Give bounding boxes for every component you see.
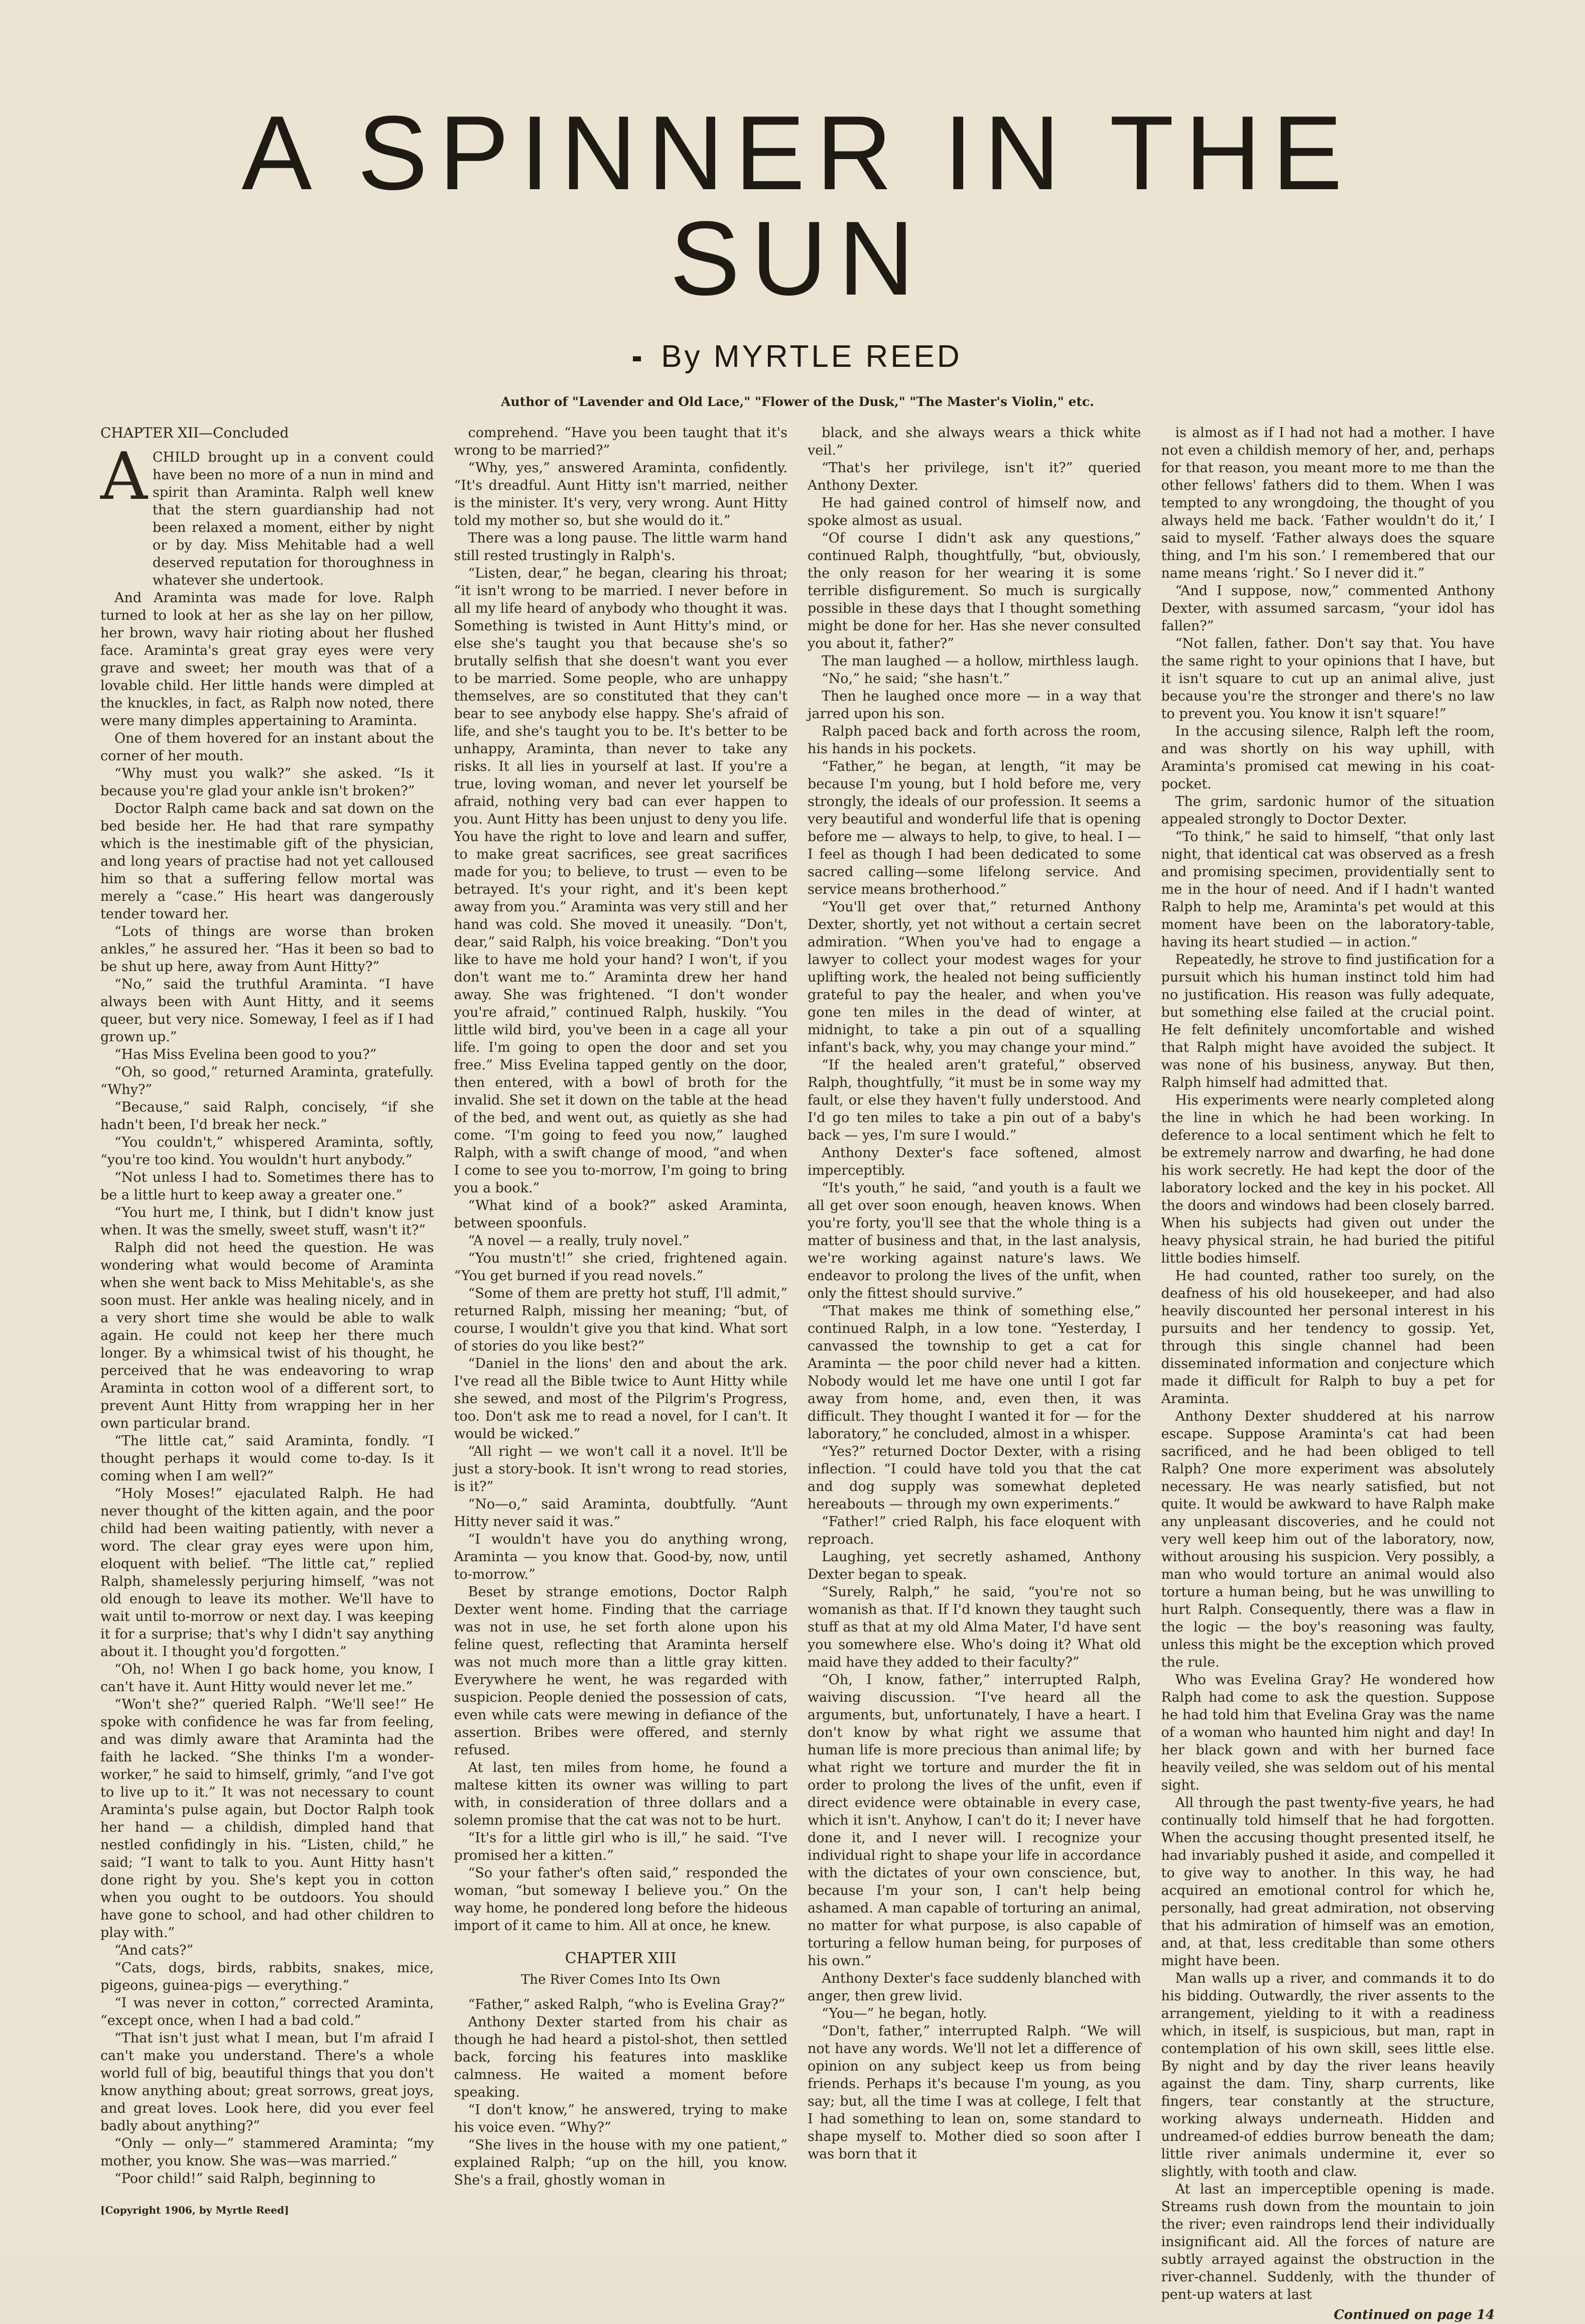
paragraph: “You couldn't,” whispered Araminta, softly, “you're too kind. You wouldn't hurt anybody.” bbox=[100, 1135, 434, 1168]
paragraph: “A novel — a really, truly novel.” bbox=[468, 1233, 690, 1249]
paragraph: “Father,” he began, at length, “it may be because I'm young, but I hold before me, very strongly, the ideals of our profession. It seems a very beautiful and wonderful life that is opening before me — always to help, to give, to heal. I — I feel as though I had been dedicated to some sacred calling—some lifelong service. And service means brotherhood.” bbox=[808, 759, 1141, 897]
column-1 bbox=[100, 424, 434, 2324]
paragraph: “What kind of a book?” asked Araminta, between spoonfuls. bbox=[454, 1198, 787, 1231]
paragraph: “The little cat,” said Araminta, fondly. “I thought perhaps it would come to-day. Is it coming when I am well?” bbox=[100, 1433, 434, 1484]
paragraph: The man laughed — a hollow, mirthless laugh. bbox=[822, 653, 1139, 669]
paragraph: Repeatedly, he strove to find justification for a pursuit which his human instinct told him had no justification. His reason was fully adequate, but something else failed at the crucial point. He felt definitely uncomfortable and wished that Ralph might have avoided the subject. It was none of his business, anyway. But then, Ralph himself had admitted that. bbox=[1161, 952, 1495, 1090]
paragraph: He had counted, rather too surely, on the deafness of his old housekeeper, and had also heavily discounted her personal interest in his pursuits and her tendency to gossip. Yet, through this single channel had been disseminated information and conjecture which made it difficult for Ralph to buy a pet for Araminta. bbox=[1161, 1268, 1495, 1407]
paragraph: “Oh, I know, father,” interrupted Ralph, waiving discussion. “I've heard all the arguments, but, unfortunately, I have a heart. I don't know by what right we assume that human life is more precious than animal life; by what right we torture and murder the fit in order to prolong the lives of the unfit, even if direct evidence were obtainable in every case, which it isn't. Anyhow, I can't do it; I never have done it, and I never will. I recognize your individual right to shape your life in accordance with the dictates of your own conscience, but, because I'm your son, I can't help being ashamed. A man capable of torturing an animal, no matter for what purpose, is also capable of torturing a fellow human being, for purposes of his own.” bbox=[808, 1672, 1141, 1969]
paragraph: The grim, sardonic humor of the situation appealed strongly to Doctor Dexter. bbox=[1161, 794, 1495, 827]
paragraph: In the accusing silence, Ralph left the room, and was shortly on his way uphill, with Araminta's promised cat mewing in his coat-pocket. bbox=[1161, 724, 1495, 792]
chapter-13-heading: CHAPTER XIII bbox=[565, 1950, 677, 1967]
byline-text: By MYRTLE REED bbox=[661, 339, 962, 374]
lead-text: CHILD brought up in a convent could have been no more of a nun in mind and spirit than Araminta. Ralph well knew that the stern guardianship had not been relaxed a moment, either by night or by day. Miss Mehitable had a well deserved reputation for thoroughness in whatever she undertook. bbox=[152, 450, 434, 588]
paragraph: “If the healed aren't grateful,” observed Ralph, thoughtfully, “it must be in some way my fault, or else they haven't fully understood. And I'd go ten miles to take a pin out of a baby's back — yes, I'm sure I would.” bbox=[808, 1057, 1141, 1143]
paragraph: “Not unless I had to. Sometimes there has to be a little hurt to keep away a greater one.” bbox=[100, 1170, 434, 1203]
paragraph: “I wouldn't have you do anything wrong, Araminta — you know that. Good-by, now, until to-morrow.” bbox=[454, 1532, 787, 1582]
paragraph: “No,” said the truthful Araminta. “I have always been with Aunt Hitty, and it seems queer, but very nice. Someway, I feel as if I had grown up.” bbox=[100, 977, 434, 1045]
paragraph: Beset by strange emotions, Doctor Ralph Dexter went home. Finding that the carriage was not in use, he set forth alone upon his feline quest, reflecting that Araminta herself was not much more than a little gray kitten. Everywhere he went, he was regarded with suspicion. People denied the possession of cats, even while cats were mewing in defiance of the assertion. Bribes were offered, and sternly refused. bbox=[454, 1584, 787, 1758]
paragraph: “And I suppose, now,” commented Anthony Dexter, with assumed sarcasm, “your idol has fallen?” bbox=[1161, 583, 1495, 634]
author-credits: Author of "Lavender and Old Lace," "Flower of the Dusk," "The Master's Violin," etc. bbox=[501, 394, 1094, 409]
paragraph: “And cats?” bbox=[114, 1943, 194, 1958]
paragraph: “I was never in cotton,” corrected Araminta, “except once, when I had a bad cold.” bbox=[100, 1995, 434, 2028]
paragraph: “Father!” cried Ralph, his face eloquent with reproach. bbox=[808, 1514, 1141, 1547]
paragraph: “To think,” he said to himself, “that only last night, that identical cat was observed as a fresh and promising specimen, providentially sent to me in the hour of need. And if I hadn't wanted Ralph to help me, Araminta's pet would at this moment have been on the laboratory-table, having its heart studied — in action.” bbox=[1161, 829, 1495, 950]
paragraph: At last, ten miles from home, he found a maltese kitten its owner was willing to part with, in consideration of three dollars and a solemn promise that the cat was not to be hurt. bbox=[454, 1760, 787, 1828]
paragraph: Ralph did not heed the question. He was wondering what would become of Araminta when she went back to Miss Mehitable's, as she soon must. Her ankle was healing nicely, and in a very short time she would be able to walk again. He could not keep her there much longer. By a whimsical twist of his thought, he perceived that he was endeavoring to wrap Araminta in cotton wool of a different sort, to prevent Aunt Hitty from wrapping her in her own particular brand. bbox=[100, 1240, 434, 1431]
paragraph: Anthony Dexter started from his chair as though he had heard a pistol-shot, then settled back, forcing his features into masklike calmness. He waited a moment before speaking. bbox=[454, 2014, 787, 2100]
paragraph: “Only — only—” stammered Araminta; “my mother, you know. She was—was married.” bbox=[100, 2136, 434, 2169]
paragraph: “All right — we won't call it a novel. It'll be just a story-book. It isn't wrong to read stories, is it?” bbox=[454, 1444, 787, 1494]
paragraph: Ralph paced back and forth across the room, his hands in his pockets. bbox=[808, 724, 1141, 757]
drop-cap: A bbox=[100, 438, 148, 514]
chapter-13-subtitle: The River Comes Into Its Own bbox=[520, 1972, 721, 1987]
column-2-body bbox=[454, 424, 788, 1935]
column-2-body-b bbox=[454, 1996, 788, 2189]
bullet-icon bbox=[633, 356, 641, 361]
paragraph: Who was Evelina Gray? He wondered how Ralph had come to ask the question. Suppose he had told him that Evelina Gray was the name of a woman who haunted him night and day! In her black gown and with her burned face heavily veiled, she was seldom out of his mental sight. bbox=[1161, 1672, 1495, 1793]
story-title: A SPINNER IN THE SUN bbox=[241, 94, 1354, 317]
column-2 bbox=[454, 424, 788, 2324]
paragraph: Laughing, yet secretly ashamed, Anthony Dexter began to speak. bbox=[808, 1549, 1141, 1582]
paragraph: black, and she always wears a thick white veil.” bbox=[808, 425, 1141, 458]
paragraph: “Don't, father,” interrupted Ralph. “We will not have any words. We'll not let a difference of opinion on any subject keep us from being friends. Perhaps it's because I'm young, as you say; but, all the time I was at college, I felt that I had something to lean on, some standard to shape myself to. Mother died so soon after I was born that it bbox=[808, 2023, 1141, 2162]
paragraph: “Oh, no! When I go back home, you know, I can't have it. Aunt Hitty would never let me.” bbox=[100, 1662, 434, 1695]
paragraph: “Surely, Ralph,” he said, “you're not so womanish as that. If I'd known they taught such stuff as that at my old Alma Mater, I'd have sent you somewhere else. Who's doing it? What old maid have they added to their faculty?” bbox=[808, 1584, 1141, 1670]
byline bbox=[100, 339, 1495, 374]
paragraph: “That isn't just what I mean, but I'm afraid I can't make you understand. There's a whole world full of big, beautiful things that you don't know anything about; great sorrows, great joys, and great loves. Look here, did you ever feel badly about anything?” bbox=[100, 2030, 434, 2134]
paragraph: Then he laughed once more — in a way that jarred upon his son. bbox=[808, 689, 1141, 722]
paragraph: “Oh, so good,” returned Araminta, gratefully. “Why?” bbox=[100, 1064, 434, 1098]
paragraph: “Because,” said Ralph, concisely, “if she hadn't been, I'd break her neck.” bbox=[100, 1100, 434, 1133]
chapter-heading: CHAPTER XII—Concluded bbox=[100, 425, 289, 441]
paragraph: Doctor Ralph came back and sat down on the bed beside her. He had that rare sympathy which is the inestimable gift of the physician, and long years of practise had not yet calloused him so that a suffering fellow mortal was merely a “case.” His heart was dangerously tender toward her. bbox=[100, 801, 434, 922]
paragraph: Anthony Dexter's face suddenly blanched with anger, then grew livid. bbox=[808, 1971, 1141, 2004]
paragraph: “Why must you walk?” she asked. “Is it because you're glad your ankle isn't broken?” bbox=[100, 766, 434, 799]
paragraph: “Won't she?” queried Ralph. “We'll see!” He spoke with confidence he was far from feeling, and was dimly aware that Araminta had the faith he lacked. “She thinks I'm a wonder-worker,” he said to himself, grimly, “and I've got to live up to it.” It was not necessary to count Araminta's pulse again, but Doctor Ralph took her hand — a childish, dimpled hand that nestled confidingly in his. “Listen, child,” he said; “I want to talk to you. Aunt Hitty hasn't done right by you. She's kept you in cotton when you ought to be outdoors. You should have gone to school, and had other children to play with.” bbox=[100, 1697, 434, 1941]
paragraph: “Holy Moses!” ejaculated Ralph. He had never thought of the kitten again, and the poor child had been waiting patiently, with never a word. The clear gray eyes were upon him, eloquent with belief. “The little cat,” replied Ralph, shamelessly perjuring himself, “was not old enough to leave its mother. We'll have to wait until to-morrow or next day. I was keeping it for a surprise; that's why I didn't say anything about it. I thought you'd forgotten.” bbox=[100, 1486, 434, 1660]
paragraph: “You mustn't!” she cried, frightened again. “You get burned if you read novels.” bbox=[454, 1251, 787, 1284]
paragraph: “It's youth,” he said, “and youth is a fault we all get over soon enough, heaven knows. When you're forty, you'll see that the whole thing is a matter of business and that, in the last analysis, we're working against nature's laws. We endeavor to prolong the lives of the unfit, when only the fittest should survive.” bbox=[808, 1180, 1141, 1301]
paragraph: “Poor child!” said Ralph, beginning to bbox=[114, 2171, 376, 2186]
paragraph: “So your father's often said,” responded the woman, “but someway I believe you.” On the way home, he pondered long before the hideous import of it came to him. All at once, he knew. bbox=[454, 1865, 787, 1934]
byline-block bbox=[100, 339, 1495, 409]
paragraph: “Not fallen, father. Don't say that. You have the same right to your opinions that I have, but it isn't square to cut up an animal alive, just because you're the stronger and there's no law to prevent you. You know it isn't square!” bbox=[1161, 636, 1495, 722]
paragraph: “Cats, dogs, birds, rabbits, snakes, mice, pigeons, guinea-pigs — everything.” bbox=[100, 1960, 434, 1993]
column-1-body bbox=[100, 589, 434, 2188]
continued-link[interactable]: Continued on page 14 bbox=[1334, 2307, 1495, 2322]
paragraph: He had gained control of himself now, and spoke almost as usual. bbox=[808, 495, 1141, 528]
article-columns bbox=[100, 424, 1495, 2324]
column-3-body bbox=[808, 424, 1141, 2163]
paragraph: “Yes?” returned Doctor Dexter, with a rising inflection. “I could have told you that the cat and dog supply was somewhat depleted hereabouts — through my own experiments.” bbox=[808, 1444, 1141, 1512]
paragraph: “She lives in the house with my one patient,” explained Ralph; “up on the hill, you know. She's a frail, ghostly woman in bbox=[454, 2137, 787, 2188]
paragraph: “I don't know,” he answered, trying to make his voice even. “Why?” bbox=[454, 2102, 787, 2135]
paragraph: There was a long pause. The little warm hand still rested trustingly in Ralph's. bbox=[454, 530, 787, 564]
paragraph: “Lots of things are worse than broken ankles,” he assured her. “Has it been so bad to be shut up here, away from Aunt Hitty?” bbox=[100, 924, 434, 975]
paragraph: “Why, yes,” answered Araminta, confidently. “It's dreadful. Aunt Hitty isn't married, neither is the minister. It's very, very wrong. Aunt Hitty told my mother so, but she would do it.” bbox=[454, 460, 787, 528]
paragraph: “You—” he began, hotly. bbox=[822, 2006, 987, 2021]
paragraph: is almost as if I had not had a mother. I have not even a childish memory of her, and, perhaps for that reason, you meant more to me than the other fellows' fathers did to them. When I was tempted to any wrongdoing, the thought of you always held me back. ‘Father wouldn't do it,’ I said to myself. ‘Father always does the square thing, and I'm his son.’ I remembered that our name means ‘right.’ So I never did it.” bbox=[1161, 425, 1495, 581]
lead-paragraph bbox=[100, 438, 434, 589]
paragraph: “That makes me think of something else,” continued Ralph, in a low tone. “Yesterday, I canvassed the township to get a cat for Araminta — the poor child never had a kitten. Nobody would let me have one until I got far away from home, and, even then, it was difficult. They thought I wanted it for — for the laboratory,” he concluded, almost in a whisper. bbox=[808, 1303, 1141, 1442]
paragraph: Anthony Dexter's face softened, almost imperceptibly. bbox=[808, 1145, 1141, 1178]
paragraph: “Daniel in the lions' den and about the ark. I've read all the Bible twice to Aunt Hitty while she sewed, and most of the Pilgrim's Progress, too. Don't ask me to read a novel, for I can't. It would be wicked.” bbox=[454, 1356, 787, 1442]
paragraph: One of them hovered for an instant about the corner of her mouth. bbox=[100, 731, 434, 764]
paragraph: “Father,” asked Ralph, “who is Evelina Gray?” bbox=[468, 1997, 785, 2012]
paragraph: Anthony Dexter shuddered at his narrow escape. Suppose Araminta's cat had been sacrificed, and he had been obliged to tell Ralph? One more experiment was absolutely necessary. He was nearly satisfied, but not quite. It would be awkward to have Ralph make any unpleasant discoveries, and he could not very well keep him out of the laboratory, now, without arousing his suspicion. Very possibly, a man who would torture an animal would also torture a human being, but he was unwilling to hurt Ralph. Consequently, there was a flaw in the logic — the boy's reasoning was faulty, unless this might be the exception which proved the rule. bbox=[1161, 1409, 1495, 1670]
paragraph: Man walls up a river, and commands it to do his bidding. Outwardly, the river assents to the arrangement, yielding to it with a readiness which, in itself, is suspicious, but man, rapt in contemplation of his own skill, sees little else. By night and by day the river leans heavily against the dam. Tiny, sharp currents, like fingers, tear constantly at the structure, working always underneath. Hidden and undreamed-of eddies burrow beneath the dam; little river animals undermine it, ever so slightly, with tooth and claw. bbox=[1161, 1971, 1495, 2179]
paragraph: comprehend. “Have you been taught that it's wrong to be married?” bbox=[454, 425, 787, 458]
column-4-body bbox=[1161, 424, 1495, 2303]
paragraph: And Araminta was made for love. Ralph turned to look at her as she lay on her pillow, her brown, wavy hair rioting about her flushed face. Araminta's great gray eyes were very grave and sweet; her mouth was that of a lovable child. Her little hands were dimpled at the knuckles, in fact, as Ralph now noted, there were many dimples appertaining to Araminta. bbox=[100, 590, 434, 729]
paragraph: “You'll get over that,” returned Anthony Dexter, shortly, yet not without a certain secret admiration. “When you've had to engage a lawyer to collect your modest wages for your uplifting work, the healed not being sufficiently grateful to pay the healer, and when you've gone ten miles in the dead of winter, at midnight, to take a pin out of a squalling infant's back, why, you may change your mind.” bbox=[808, 899, 1141, 1055]
paragraph: “No,” he said; “she hasn't.” bbox=[822, 671, 1010, 687]
column-4 bbox=[1161, 424, 1495, 2324]
paragraph: “It's for a little girl who is ill,” he said. “I've promised her a kitten.” bbox=[454, 1830, 787, 1863]
paragraph: At last an imperceptible opening is made. Streams rush down from the mountain to join the river; even raindrops lend their individually insignificant aid. All the forces of nature are subtly arrayed against the obstruction in the river-channel. Suddenly, with the thunder of pent-up waters at last bbox=[1161, 2181, 1495, 2302]
paragraph: His experiments were nearly completed along the line in which he had been working. In deference to a local sentiment which he felt to be extremely narrow and dwarfing, he had done his work secretly. He had kept the door of the laboratory locked and the key in his pocket. All the doors and windows had been closely barred. When his subjects had given out under the heavy physical strain, he had buried the pitiful little bodies himself. bbox=[1161, 1092, 1495, 1266]
paragraph: “Of course I didn't ask any questions,” continued Ralph, thoughtfully, “but, obviously, the only reason for her wearing it is some terrible disfigurement. So much is surgically possible in these days that I thought something might be done for her. Has she never consulted you about it, father?” bbox=[808, 530, 1141, 651]
paragraph: “No—o,” said Araminta, doubtfully. “Aunt Hitty never said it was.” bbox=[454, 1496, 787, 1530]
paragraph: “Some of them are pretty hot stuff, I'll admit,” returned Ralph, missing her meaning; “but, of course, I wouldn't give you that kind. What sort of stories do you like best?” bbox=[454, 1286, 787, 1354]
paragraph: “That's her privilege, isn't it?” queried Anthony Dexter. bbox=[808, 460, 1141, 493]
paragraph: All through the past twenty-five years, he had continually told himself that he had forgotten. When the accusing thought presented itself, he had invariably pushed it aside, and compelled it to give way to another. In this way, he had acquired an emotional control for which he, personally, had great admiration, not observing that his admiration of himself was an emotion, and, at that, less creditable than some others might have been. bbox=[1161, 1795, 1495, 1969]
column-3 bbox=[808, 424, 1141, 2324]
copyright-notice: [Copyright 1906, by Myrtle Reed] bbox=[100, 2204, 289, 2216]
paragraph: “Listen, dear,” he began, clearing his throat; “it isn't wrong to be married. I never before in all my life heard of anybody who thought it was. Something is twisted in Aunt Hitty's mind, or else she's taught you that because she's so brutally selfish that she doesn't want you ever to be married. Some people, who are unhappy themselves, are so constituted that they can't bear to see anybody else happy. She's afraid of life, and she's taught you to be. It's better to be unhappy, Araminta, than never to take any risks. It all lies in yourself at last. If you're a true, loving woman, and never let yourself be afraid, nothing very bad can ever happen to you. Aunt Hitty has been unjust to deny you life. You have the right to love and learn and suffer, to make great sacrifices, see great sacrifices made for you; to believe, to trust — even to be betrayed. It's your right, and it's been kept away from you.” Araminta was very still and her hand was cold. She moved it uneasily. “Don't, dear,” said Ralph, his voice breaking. “Don't you like to have me hold your hand? I won't, if you don't want me to.” Araminta drew her hand away. She was frightened. “I don't wonder you're afraid,” continued Ralph, huskily. “You little wild bird, you've been in a cage all your life. I'm going to open the door and set you free.” Miss Evelina tapped gently on the door, then entered, with a bowl of broth for the invalid. She set it down on the table at the head of the bed, and went out, as quietly as she had come. “I'm going to feed you now,” laughed Ralph, with a swift change of mood, “and when I come to see you to-morrow, I'm going to bring you a book.” bbox=[454, 566, 787, 1196]
paragraph: “You hurt me, I think, but I didn't know just when. It was the smelly, sweet stuff, wasn't it?” bbox=[100, 1205, 434, 1238]
paragraph: “Has Miss Evelina been good to you?” bbox=[114, 1047, 377, 1062]
